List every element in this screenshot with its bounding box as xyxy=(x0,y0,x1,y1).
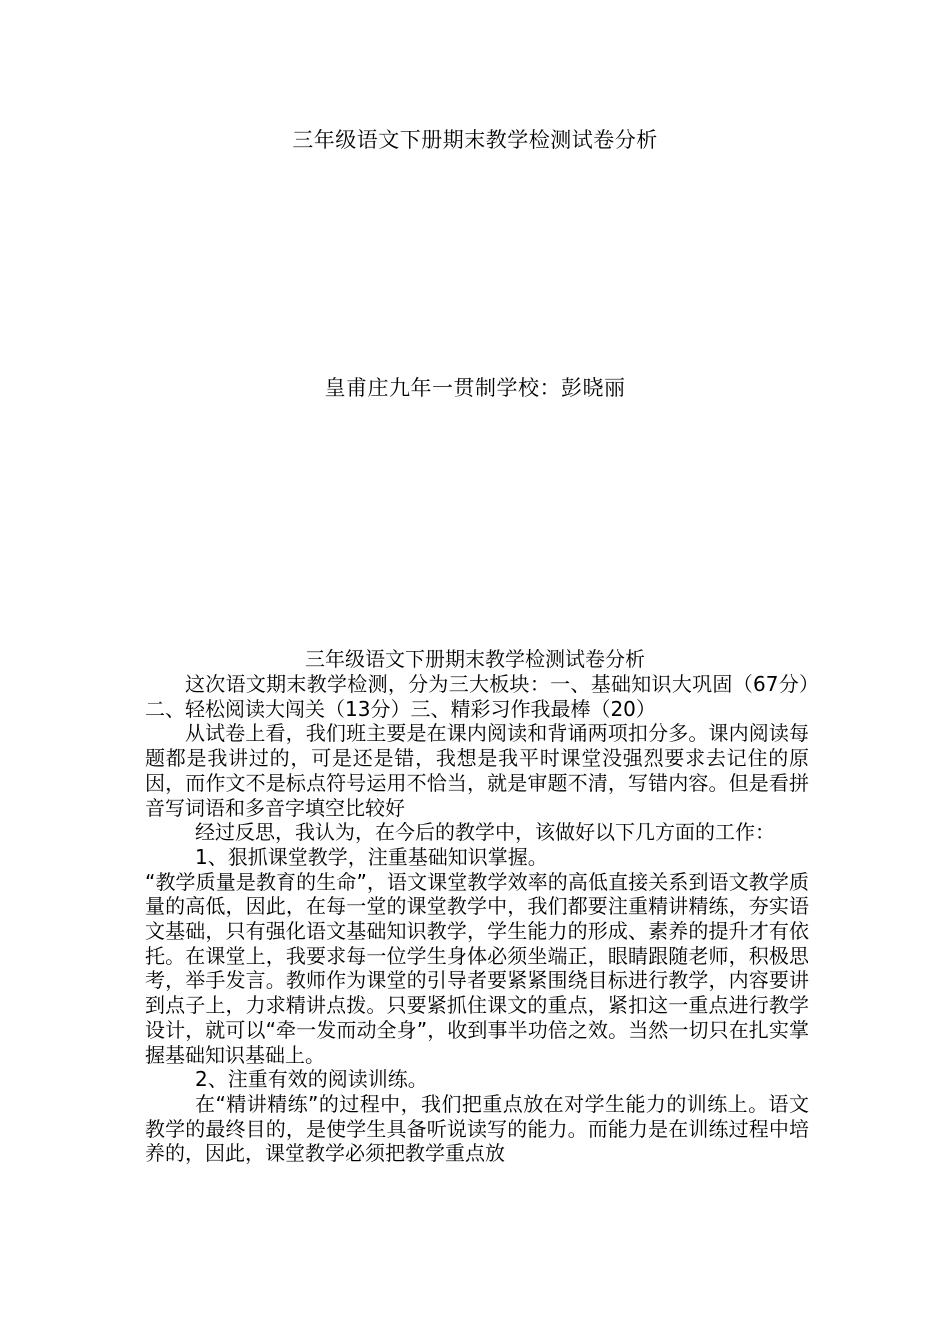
paragraph-point-1-body: “教学质量是教育的生命”，语文课堂教学效率的高低直接关系到语文教学质量的高低，因此，在每一堂的课堂教学中，我们都要注重精讲精练，夯实语文基础，只有强化语文基础知识教学，学生能力的形成、素养的提升才有依托。在课堂上，我要求每一位学生身体必须坐端正，眼睛跟随老师，积极思考，举手发言。教师作为课堂的引导者要紧紧围绕目标进行教学，内容要讲到点子上，力求精讲点拨。只要紧抓住课文的重点，紧扣这一重点进行教学设计，就可以“牵一发而动全身”，收到事半功倍之效。当然一切只在扎实掌握基础知识基础上。 xyxy=(145,869,809,1067)
document-title: 三年级语文下册期末教学检测试卷分析 xyxy=(305,647,645,671)
paragraph-point-2-body: 在“精讲精练”的过程中，我们把重点放在对学生能力的训练上。语文教学的最终目的，是使学生具备听说读写的能力。而能力是在训练过程中培养的，因此，课堂教学必须把教学重点放 xyxy=(145,1091,809,1166)
heading-point-2: 2、注重有效的阅读训练。 xyxy=(195,1067,428,1092)
cover-author: 皇甫庄九年一贯制学校：彭晓丽 xyxy=(324,376,626,400)
paragraph-exam-structure: 这次语文期末教学检测，分为三大板块：一、基础知识大巩固（67分）二、轻松阅读大闯关（13分）三、精彩习作我最棒（20） xyxy=(145,672,809,721)
paragraph-exam-observation: 从试卷上看，我们班主要是在课内阅读和背诵两项扣分多。课内阅读每题都是我讲过的，可是还是错，我想是我平时课堂没强烈要求去记住的原因，而作文不是标点符号运用不恰当，就是审题不清，写错内容。但是看拼音写词语和多音字填空比较好 xyxy=(145,721,809,820)
document-body xyxy=(145,672,809,1166)
cover-title: 三年级语文下册期末教学检测试卷分析 xyxy=(292,128,658,152)
heading-point-1: 1、狠抓课堂教学，注重基础知识掌握。 xyxy=(195,844,548,869)
paragraph-reflection: 经过反思，我认为，在今后的教学中，该做好以下几方面的工作： xyxy=(195,820,775,845)
